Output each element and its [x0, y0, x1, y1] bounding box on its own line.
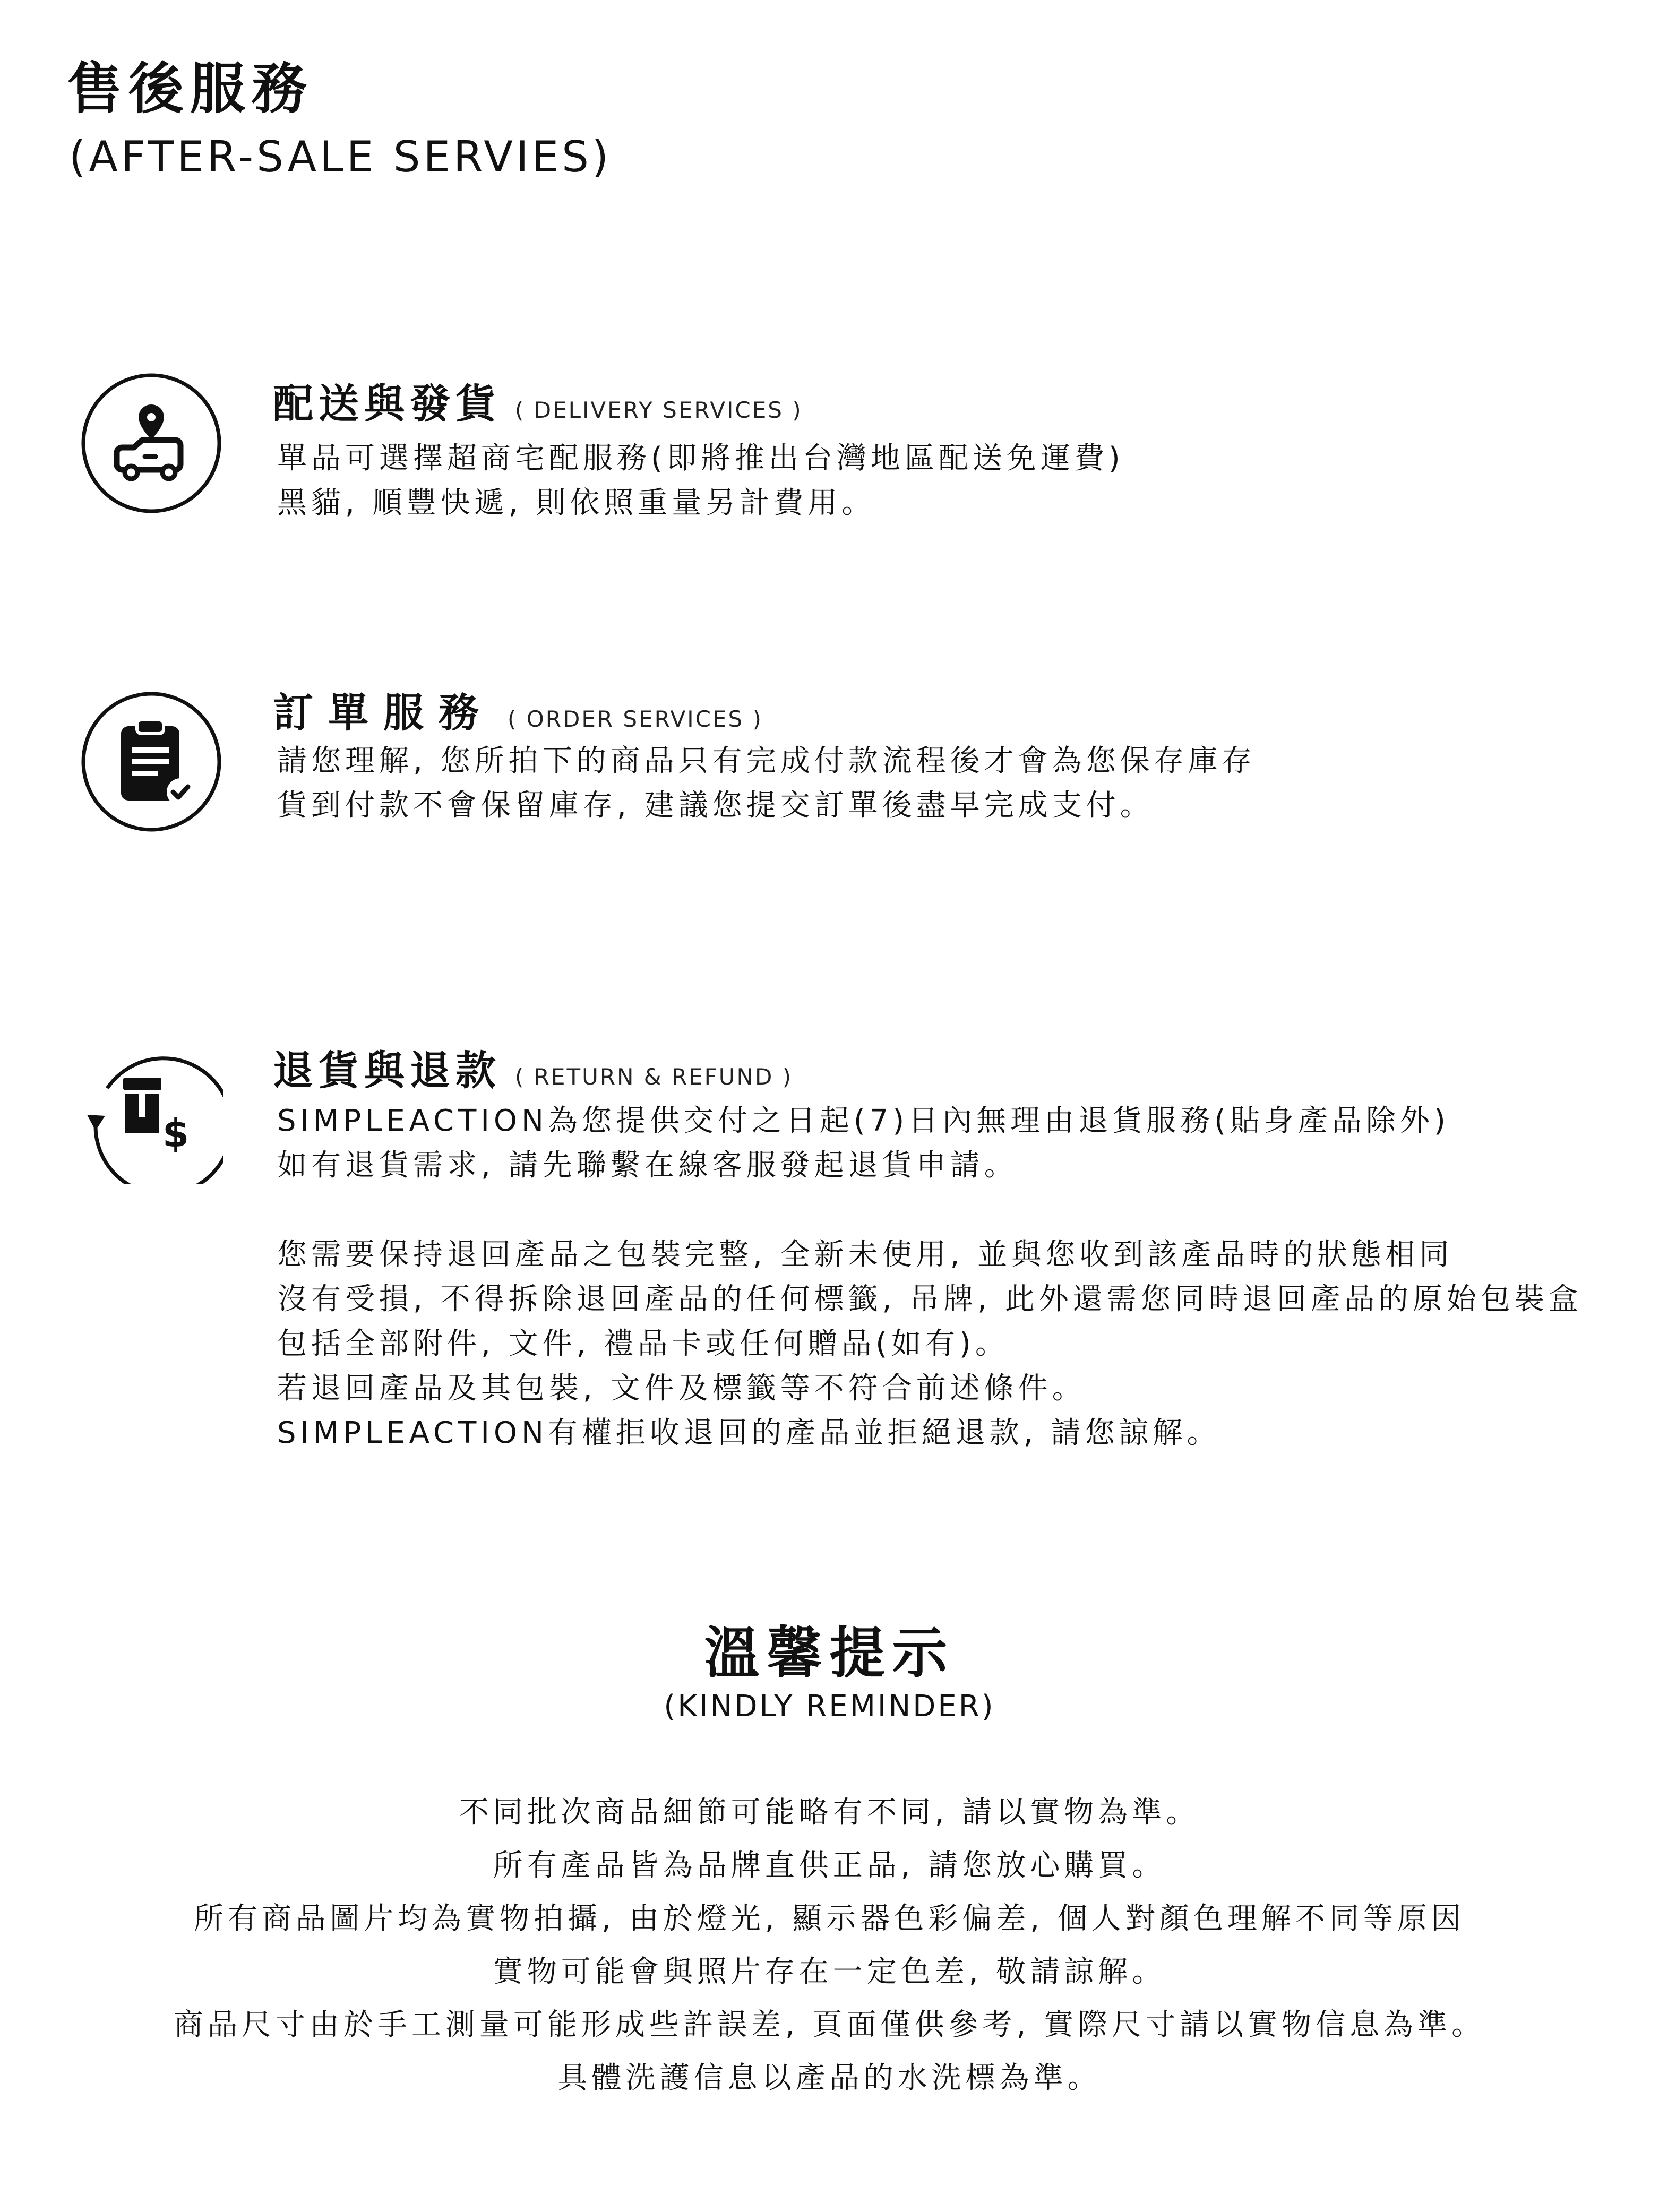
- body-line: 貨到付款不會保留庫存, 建議您提交訂單後盡早完成支付。: [277, 788, 1154, 823]
- delivery-van-location-icon: [80, 372, 223, 515]
- section-title: 配送與發貨: [273, 380, 501, 427]
- clipboard-check-icon: [80, 690, 223, 833]
- body-line: 請您理解, 您所拍下的商品只有完成付款流程後才會為您保存庫存: [277, 744, 1256, 778]
- body-line: 沒有受損, 不得拆除退回產品的任何標籤, 吊牌, 此外還需您同時退回產品的原始包裝盒: [277, 1282, 1583, 1316]
- body-line: SIMPLEACTION有權拒收退回的產品並拒絕退款, 請您諒解。: [277, 1416, 1221, 1450]
- body-line: 您需要保持退回產品之包裝完整, 全新未使用, 並與您收到該產品時的狀態相同: [277, 1237, 1454, 1272]
- page-subtitle: (AFTER-SALE SERVIES): [69, 132, 612, 182]
- section-title: 訂單服務: [273, 689, 494, 736]
- reminder-body: [0, 1786, 1659, 2105]
- page-title: 售後服務: [67, 56, 314, 121]
- svg-text:$: $: [162, 1111, 190, 1156]
- reminder-line: 商品尺寸由於手工測量可能形成些許誤差, 頁面僅供參考, 實際尺寸請以實物信息為準。: [173, 2008, 1486, 2042]
- section-header: [273, 681, 763, 738]
- section-header: [273, 372, 803, 429]
- section-subtitle: ( RETURN & REFUND ): [515, 1064, 793, 1090]
- reminder-line: 所有產品皆為品牌直供正品, 請您放心購買。: [493, 1848, 1166, 1883]
- body-line: [277, 1188, 1583, 1233]
- reminder-line: 實物可能會與照片存在一定色差, 敬請諒解。: [493, 1955, 1166, 1989]
- reminder-subtitle: (KINDLY REMINDER): [664, 1689, 995, 1724]
- body-line: 若退回產品及其包裝, 文件及標籤等不符合前述條件。: [277, 1371, 1086, 1406]
- section-subtitle: ( ORDER SERVICES ): [508, 706, 763, 732]
- body-line: 單品可選擇超商宅配服務(即將推出台灣地區配送免運費): [277, 441, 1124, 476]
- section-body: [277, 1099, 1583, 1456]
- body-line: 如有退貨需求, 請先聯繫在線客服發起退貨申請。: [277, 1148, 1018, 1183]
- body-line: 包括全部附件, 文件, 禮品卡或任何贈品(如有)。: [277, 1327, 1009, 1361]
- reminder-line: 所有商品圖片均為實物拍攝, 由於燈光, 顯示器色彩偏差, 個人對顏色理解不同等原因: [194, 1901, 1465, 1936]
- section-subtitle: ( DELIVERY SERVICES ): [515, 397, 803, 423]
- return-refund-icon: [80, 1040, 223, 1184]
- reminder-line: 具體洗護信息以產品的水洗標為準。: [557, 2061, 1102, 2095]
- reminder-line: 不同批次商品細節可能略有不同, 請以實物為準。: [459, 1795, 1200, 1830]
- section-header: [273, 1038, 793, 1096]
- body-line: SIMPLEACTION為您提供交付之日起(7)日內無理由退貨服務(貼身產品除外): [277, 1104, 1450, 1138]
- section-body: [277, 436, 1124, 526]
- section-title: 退貨與退款: [273, 1047, 501, 1094]
- section-body: [277, 739, 1256, 828]
- reminder-title: 溫馨提示: [704, 1621, 955, 1685]
- body-line: 黑貓, 順豐快遞, 則依照重量另計費用。: [277, 486, 876, 520]
